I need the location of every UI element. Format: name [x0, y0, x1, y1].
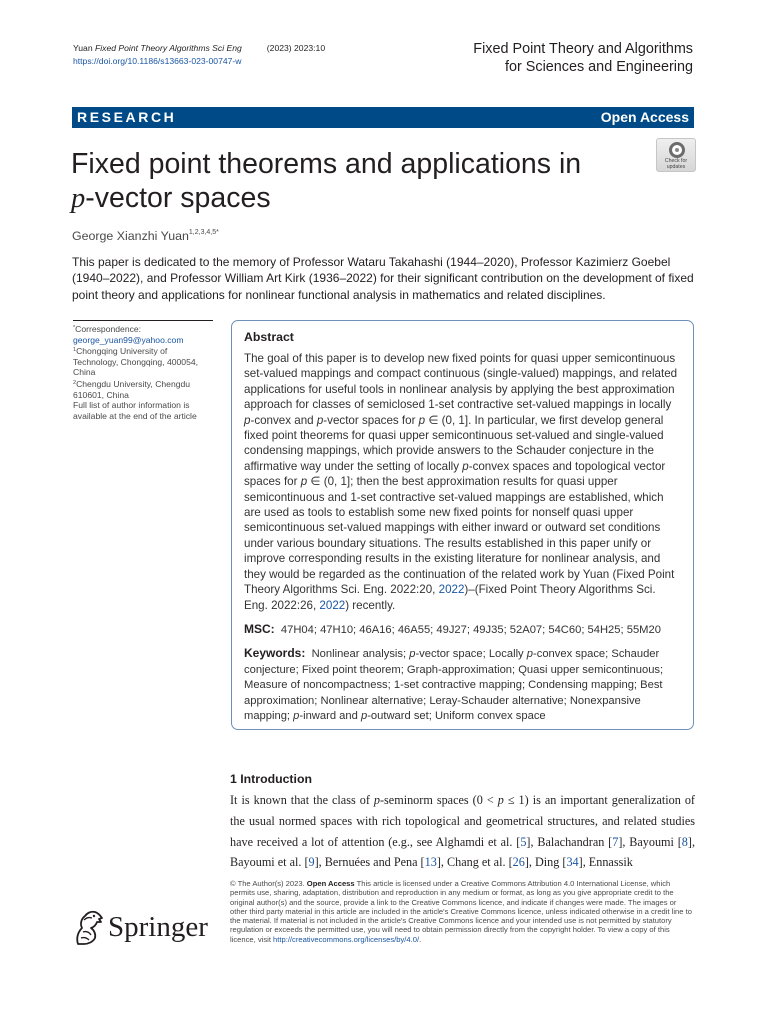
abs-p: p [418, 413, 426, 427]
journal-abbrev: Fixed Point Theory Algorithms Sci Eng [95, 43, 242, 53]
intro-heading: 1 Introduction [230, 772, 312, 786]
intro-seg: ], Chang et al. [ [436, 855, 513, 870]
section-label: RESEARCH [77, 109, 177, 125]
license-text: This article is licensed under a Creative Commons Attribution 4.0 International License, which permits use, sharing, adaptation, distribution and reproduction in any medium or format, as long as you give appropriate credit to the original author(s) and the source, provide a link to the Creative Commons licence, and indicate if changes were made. The images or other third party material in this article are included in the article's Creative Commons licence, unless indicated otherwise in a credit line to the material. If material is not included in the article's Creative Commons licence and your intended use is not permitted by statutory regulation or exceeds the permitted use, you will need to obtain permission directly from the copyright holder. To view a copy of this licence, visit [230, 879, 692, 944]
intro-seg: ], Bernuées and Pena [ [314, 855, 425, 870]
intro-p: p [497, 793, 504, 807]
title-line2-rest: -vector spaces [85, 182, 271, 214]
abs-seg: -convex spaces and topological vector spaces for [244, 459, 666, 489]
abs-seg: ∈ (0, 1]; then the best approximation results for quasi upper semicontinuous and 1-set contractive set-valued mappings are established, which are used as tools to establish some new fixed points for nonself quasi upper semicontinuous set-valued mappings with either inward or outward set conditions under various boundary situations. The results established in this paper unify or improve corresponding results in the existing literature for nonlinear analysis, and they would be regarded as the continuation of the related work by Yuan (Fixed Point Theory Algorithms Sci. Eng. 2022:20, [244, 475, 675, 597]
kw-seg: Nonlinear analysis; [311, 648, 410, 661]
journal-title-line1: Fixed Point Theory and Algorithms [473, 41, 693, 57]
abs-p: p [300, 475, 308, 489]
springer-horse-icon [72, 908, 106, 948]
msc-codes: 47H04; 47H10; 46A16; 46A55; 49J27; 49J35; 52A07; 54C60; 54H25; 55M20 [280, 623, 661, 636]
license-url-link[interactable]: http://creativecommons.org/licenses/by/4.0/ [273, 934, 420, 944]
running-header [73, 42, 325, 68]
ref-link[interactable]: 5 [520, 834, 527, 849]
intro-seg: ], Balachandran [ [526, 834, 613, 849]
kw-seg: -vector space; Locally [415, 648, 527, 661]
open-access-label: Open Access [600, 109, 689, 125]
license-end: . [419, 934, 422, 944]
license-copyright: © The Author(s) 2023. [230, 879, 307, 888]
kw-p: p [293, 709, 300, 722]
abstract-text [244, 351, 681, 613]
affiliation-1 [73, 345, 213, 378]
abs-ref-link[interactable]: 2022 [438, 583, 465, 597]
author-star: * [216, 229, 219, 236]
check-updates-text [657, 159, 695, 170]
full-list-note: Full list of author information is available at the end of the article [73, 400, 197, 421]
aff1-num: 1 [73, 347, 77, 354]
check-for-updates-button[interactable] [656, 138, 696, 172]
intro-text [230, 790, 695, 873]
author-line [72, 229, 219, 243]
author-name: George Xianzhi Yuan [72, 229, 189, 243]
aff1-text: Chongqing University of Technology, Chongqing, 400054, China [73, 346, 199, 378]
kw-p: p [526, 648, 533, 661]
intro-seg: ], Bayoumi et al. [ [230, 834, 695, 870]
corr-label [73, 323, 213, 335]
dedication: This paper is dedicated to the memory of Professor Wataru Takahashi (1944–2020), Professor Kazimierz Goebel (1940–2022), and Professor William Art Kirk (1936–2022) for their significant contribution on the development of fixed point theory and applications for nonlinear functional analysis in mathematics and related disciplines. [72, 255, 694, 302]
corr-star: * [73, 325, 76, 331]
corr-email-link[interactable]: george_yuan99@yahoo.com [73, 334, 184, 345]
check-updates-line1: Check for [664, 158, 688, 164]
msc-label: MSC: [244, 621, 275, 636]
aff2-text: Chengdu University, Chengdu 610601, China [73, 378, 191, 400]
ref-link[interactable]: 13 [424, 855, 437, 870]
journal-title-line2: for Sciences and Engineering [505, 59, 693, 75]
abs-ref-link[interactable]: 2022 [319, 598, 346, 612]
abs-seg: ∈ (0, 1]. In particular, we first develop general fixed point theorems for quasi upper semicontinuous set-valued and single-valued condensing mappings, which provide answers to the Schauder conjecture in the affirmative way under the setting of locally [244, 413, 664, 473]
abstract-box [231, 320, 694, 730]
intro-seg: ≤ 1) is an important generalization of the usual normed spaces with rich topological and geometrical structures, and related studies have received a lot of attention (e.g., see Alghamdi et al. [ [230, 793, 695, 849]
title-line2 [71, 181, 641, 216]
keywords-label: Keywords: [244, 646, 306, 661]
kw-p: p [360, 709, 368, 722]
aff2-num: 2 [73, 379, 77, 386]
journal-title [473, 40, 693, 76]
license-open-access: Open Access [306, 879, 355, 888]
intro-seg: ], Bayoumi [ [618, 834, 682, 849]
doi-link[interactable]: https://doi.org/10.1186/s13663-023-00747-w [73, 56, 242, 66]
title-p-var: p [71, 183, 86, 214]
intro-seg: ], Ennassik [578, 855, 633, 870]
publisher-name: Springer [108, 911, 208, 943]
article-number: 2023:10 [294, 43, 326, 53]
ref-link[interactable]: 8 [681, 834, 688, 849]
keywords-line [244, 646, 681, 724]
check-updates-icon [669, 142, 685, 158]
abs-seg: )–(Fixed Point Theory Algorithms Sci. Eng. 2022:26, [244, 583, 656, 612]
abs-p: p [316, 413, 324, 427]
title-line1: Fixed point theorems and applications in [71, 148, 582, 180]
author-short: Yuan [73, 43, 93, 53]
ref-link[interactable]: 9 [308, 855, 315, 870]
citation-line [73, 42, 325, 55]
pub-year: (2023) [266, 43, 292, 53]
kw-seg: -inward and [299, 709, 361, 722]
abs-seg: ) recently. [345, 598, 396, 612]
kw-p: p [409, 648, 416, 661]
affiliation-2 [73, 378, 213, 400]
abs-p: p [244, 413, 251, 427]
correspondence-sidebar [73, 320, 213, 421]
abs-seg: -vector spaces for [323, 413, 419, 427]
ref-link[interactable]: 7 [612, 834, 619, 849]
section-band [72, 107, 694, 128]
intro-seg: -seminorm spaces (0 < [380, 793, 498, 807]
abs-seg: -convex and [250, 413, 317, 427]
intro-p: p [373, 793, 380, 807]
springer-logo [72, 908, 212, 948]
license-notice [230, 879, 695, 944]
kw-seg: -convex space; Schauder conjecture; Fixed point theorem; Graph-approximation; Quasi upper semicontinuous; Measure of noncompactness; 1-set contractive mapping; Condensing mapping; Best approximation; Nonlinear alternative; Leray-Schauder alternative; Nonexpansive mapping; [244, 648, 664, 722]
kw-seg: -outward set; Uniform convex space [367, 709, 546, 722]
abs-seg: The goal of this paper is to develop new fixed points for quasi upper semicontinuous set-valued mappings and compact continuous (single-valued) mappings, and related applications for useful tools in nonlinear analysis by applying the best approximation approach for classes of semiclosed 1-set contractive set-valued mappings in locally [244, 352, 678, 412]
check-updates-line2: updates [666, 163, 686, 170]
abs-p: p [462, 459, 469, 473]
page-title [71, 147, 641, 216]
author-affiliations: 1,2,3,4,5 [188, 229, 217, 236]
msc-line [244, 622, 681, 638]
intro-seg: It is known that the class of [230, 793, 374, 807]
abstract-heading: Abstract [244, 330, 294, 344]
corr-label-text: Correspondence: [75, 324, 142, 334]
ref-link[interactable]: 26 [512, 855, 525, 870]
ref-link[interactable]: 34 [566, 855, 579, 870]
intro-seg: ], Ding [ [524, 855, 567, 870]
